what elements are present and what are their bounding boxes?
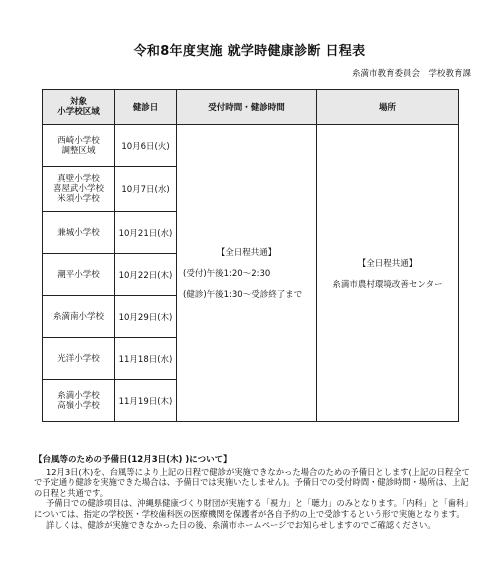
table-row: [43, 125, 459, 167]
date-cell: 10月6日(火): [115, 125, 177, 167]
page-title: 令和8年度実施 就学時健康診断 日程表: [133, 44, 366, 59]
note-paragraph: 12月3日(木)を、台風等により上記の日程で健診が実施できなかった場合のための予備日とします(上記の日程全てで予定通り健診を実施できた場合は、予備日では実施いたしません)。予備日での受付時間・健診時間・場所は、上記の日程と共通です。: [34, 466, 470, 498]
date-cell: 10月7日(水): [115, 167, 177, 212]
typhoon-note: [34, 455, 474, 530]
header-time: 受付時間・健診時間: [177, 90, 317, 125]
area-cell: 西崎小学校 調整区域: [43, 125, 115, 167]
area-cell: 光洋小学校: [43, 338, 115, 380]
header-place: 場所: [317, 90, 459, 125]
date-cell: 10月29日(木): [115, 296, 177, 338]
note-paragraph: 詳しくは、健診が実施できなかった日の後、糸満市ホームページでお知らせしますのでご確認ください。: [46, 519, 436, 530]
area-cell: 真壁小学校 喜屋武小学校 米須小学校: [43, 167, 115, 212]
note-heading: 【台風等のための予備日(12月3日(木) )について】: [34, 455, 232, 465]
exam-time: (健診)午後1:30～受診終了まで: [183, 290, 303, 300]
place-common-label: 【全日程共通】: [357, 258, 418, 269]
area-cell: 潮平小学校: [43, 254, 115, 296]
area-cell: 糸満南小学校: [43, 296, 115, 338]
schedule-table: [42, 89, 459, 422]
date-cell: 10月21日(水): [115, 212, 177, 254]
date-cell: 10月22日(木): [115, 254, 177, 296]
reception-time: (受付)午後1:20～2:30: [183, 269, 271, 279]
table-header-row: [43, 90, 459, 125]
time-common-label: 【全日程共通】: [216, 248, 277, 258]
note-paragraph: 予備日での健診項目は、沖縄県健康づくり財団が実施する「視力」と「聴力」のみとなります。「内科」と「歯科」については、指定の学校医・学校歯科医の医療機関を保護者が各自予約の上で受診するという形で実施となります。: [34, 498, 473, 519]
header-area: 対象 小学校区域: [43, 90, 115, 125]
area-cell: 糸満小学校 高嶺小学校: [43, 380, 115, 422]
date-cell: 11月19日(木): [115, 380, 177, 422]
date-cell: 11月18日(水): [115, 338, 177, 380]
issuer-name: 糸満市教育委員会 学校教育課: [351, 69, 471, 79]
place-cell: [317, 125, 459, 422]
area-cell: 兼城小学校: [43, 212, 115, 254]
time-cell: [177, 125, 317, 422]
header-date: 健診日: [115, 90, 177, 125]
venue-name: 糸満市農村環境改善センター: [332, 279, 443, 290]
